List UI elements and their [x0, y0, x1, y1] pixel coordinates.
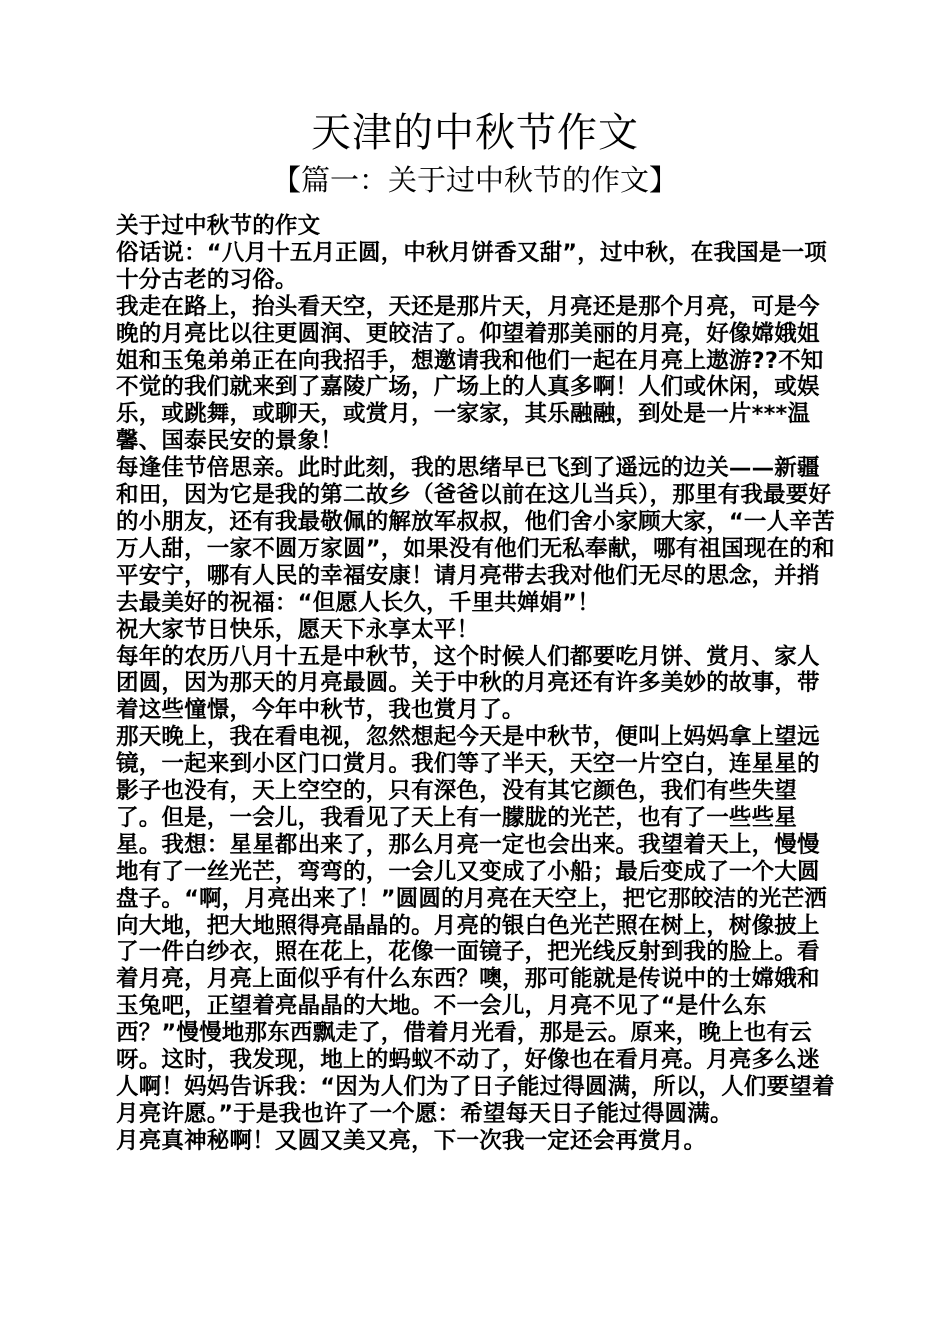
essay-body	[116, 213, 836, 1155]
paragraph: 月亮真神秘啊！又圆又美又亮，下一次我一定还会再赏月。	[116, 1127, 707, 1154]
document-title: 天津的中秋节作文	[311, 110, 639, 156]
paragraph: 祝大家节日快乐，愿天下永享太平！	[116, 616, 480, 643]
essay-heading: 关于过中秋节的作文	[116, 213, 321, 239]
paragraph: 每年的农历八月十五是中秋节，这个时候人们都要吃月饼、赏月、家人团圆，因为那天的月亮最圆。关于中秋的月亮还有许多美妙的故事，带着这些憧憬，今年中秋节，我也赏月了。	[116, 643, 820, 724]
paragraph: 我走在路上，抬头看天空，天还是那片天，月亮还是那个月亮，可是今晚的月亮比以往更圆润、更皎洁了。仰望着那美丽的月亮，好像嫦娥姐姐和玉兔弟弟正在向我招手，想邀请我和他们一起在月亮上遨游??不知不觉的我们就来到了嘉陵广场，广场上的人真多啊！人们或休闲，或娱乐，或跳舞，或聊天，或赏月，一家家，其乐融融，到处是一片***温馨、国泰民安的景象！	[116, 293, 824, 455]
paragraph: 每逢佳节倍思亲。此时此刻，我的思绪早已飞到了遥远的边关——新疆和田，因为它是我的第二故乡（爸爸以前在这儿当兵），那里有我最要好的小朋友，还有我最敬佩的解放军叔叔，他们舍小家顾大家，“一人辛苦万人甜，一家不圆万家圆”，如果没有他们无私奉献，哪有祖国现在的和平安宁，哪有人民的幸福安康！请月亮带去我对他们无尽的思念，并捎去最美好的祝福：“但愿人长久，千里共婵娟”！	[116, 455, 835, 616]
paragraph: 那天晚上，我在看电视，忽然想起今天是中秋节，便叫上妈妈拿上望远镜，一起来到小区门口赏月。我们等了半天，天空一片空白，连星星的影子也没有，天上空空的，只有深色，没有其它颜色，我们有些失望了。但是，一会儿，我看见了天上有一朦胧的光芒，也有了一些些星星。我想：星星都出来了，那么月亮一定也会出来。我望着天上，慢慢地有了一丝光芒，弯弯的，一会儿又变成了小船；最后变成了一个大圆盘子。“啊，月亮出来了！”圆圆的月亮在天空上，把它那皎洁的光芒洒向大地，把大地照得亮晶晶的。月亮的银白色光芒照在树上，树像披上了一件白纱衣，照在花上，花像一面镜子，把光线反射到我的脸上。看着月亮，月亮上面似乎有什么东西？噢，那可能就是传说中的士嫦娥和玉兔吧，正望着亮晶晶的大地。不一会儿，月亮不见了“是什么东西？”慢慢地那东西飘走了，借着月光看，那是云。原来，晚上也有云呀。这时，我发现，地上的蚂蚁不动了，好像也在看月亮。月亮多么迷人啊！妈妈告诉我：“因为人们为了日子能过得圆满，所以，人们要望着月亮许愿。”于是我也许了一个愿：希望每天日子能过得圆满。	[116, 724, 835, 1127]
paragraph: 俗话说：“八月十五月正圆，中秋月饼香又甜”，过中秋，在我国是一项十分古老的习俗。	[116, 239, 827, 293]
document-subtitle: 【篇一：关于过中秋节的作文】	[271, 163, 678, 197]
